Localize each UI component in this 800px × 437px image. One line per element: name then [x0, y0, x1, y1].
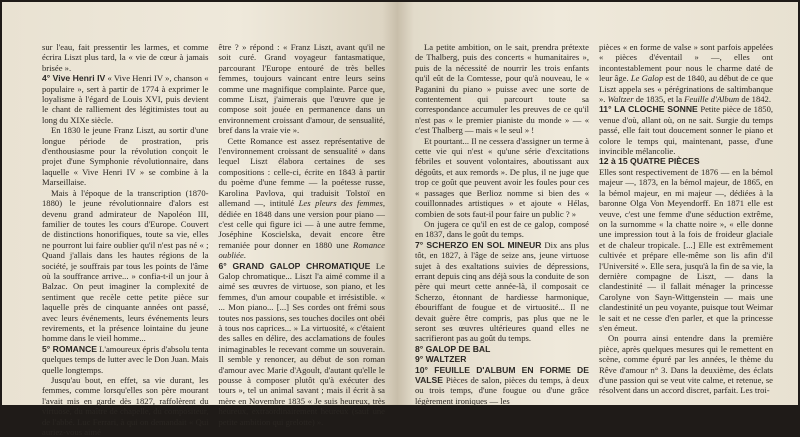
right-page-column-2: [594, 42, 778, 405]
paragraph: sur l'eau, fait pressentir les larmes, et comme écrira Liszt plus tard, la « vie de cœur à jamais brisée ».: [42, 42, 209, 73]
right-page: [398, 2, 798, 405]
right-page-column-1: [410, 42, 594, 405]
section-heading: 4° Vive Henri IV: [42, 73, 106, 84]
paragraph: En 1830 le jeune Franz Liszt, au sortir d'une longue période de prostration, pris d'enthousiasme pour la révolution conçoit le projet d'une Symphonie révolutionnaire, dans laquelle « Vive Henri IV » se combine à la Marseillaise.: [42, 125, 209, 188]
paragraph: On jugera ce qu'il en est de ce galop, composé en 1837, dans le goût du temps.: [415, 218, 589, 240]
section-heading: 10° FEUILLE D'ALBUM EN FORME DE VALSE: [415, 364, 589, 385]
section-8-heading: 8° GALOP DE BAL: [415, 343, 491, 354]
section-text: Le Galop chromatique... Liszt l'a aimé comme il a aimé ses œuvres de virtuose, son piano, et les femmes, d'un amour coupable et irrésistible. « ... Mon piano... [...] Ses cordes ont frémi sous toutes nos passions, ses touches dociles ont obéi à tous nos caprices... » La virtuosité, « c'étaient des salles en délire, des acclamations de foules inimaginables le recevant comme un souverain. Il semble y renoncer, au début de son roman d'amour avec Marie d'Agoult, d'autant qu'elle le pousse à composer plutôt qu'à exécuter des tours », tel un animal savant ; mais il écrit à sa mère en Novembre 1835 « Je suis heureux, très heureux, extraordinairement heureux (sauf une petite ambition qui grelotte) ».: [218, 260, 385, 427]
section-11: [599, 104, 773, 156]
paragraph: La petite ambition, on le sait, prendra prétexte de Thalberg, puis des concerts « humanitaires », puis de la nécessité de nourrir les trois enfants qu'il eût de la Comtesse, pour qu'à nouveau, le « Paganini du piano » puisse avec une sorte de contentement qui parcourt toute sa correspondance accumuler les preuves de ce qu'il n'est pas « le premier pianiste du monde » — « c'est Thalberg — mais « le seul » !: [415, 42, 589, 136]
paragraph: Mais à l'époque de la transcription (1870-1880) le jeune révolutionnaire d'alors est devenu grand admirateur de Napoléon III, familier de toutes les cours d'Europe. Couvert de distinctions honorifiques, toute sa vie, elles ne pourront lui faire oublier qu'il n'est pas né « ; Quand j'allais dans les hautes régions de la société, je souffrais par tous les points de l'âme où la souffrance arrive... » confia-t-il un jour à Balzac. On peut imaginer la complexité de sentiment que recèle cette petite pièce sur laquelle près de cinquante années ont passé, avec leurs événements, leurs événements leurs revirements, et la présence lointaine du jeune homme dans le vieil homme...: [42, 187, 209, 344]
section-5: [42, 344, 209, 375]
section-10: [415, 365, 589, 407]
paragraph: Jusqu'au bout, en effet, sa vie durant, les femmes, comme lorsqu'elles son père mourant l'avait mis en garde dès 1827, raffolèrent du virtuose, du maître de chapelle, du compositeur, de l'abbé. Luc Ferrari, à qui on demandait « Qui auriez-vous aimé: [42, 375, 209, 437]
section-heading: 7° SCHERZO EN SOL MINEUR: [415, 239, 542, 250]
section-4: [42, 73, 209, 125]
section-9-heading: 9° WALTZER: [415, 354, 467, 365]
section-text: Dix ans plus tôt, en 1827, à l'âge de seize ans, jeune virtuose sujet à des exaltations suivies de dépressions, errant depuis cinq ans déjà sous la conduite de son père qui meurt cette année-là, il composait ce Scherzo, étonnant de hardiesse harmonique, ébouriffant de fougue et de virtuosité... Il ne devait guère être compris, pas plus que ne le seront ses œuvres ultérieures quand elles ne sacrifieront pas au goût du temps.: [415, 239, 589, 344]
section-text: Pièces de salon, pièces du temps, à deux ou trois temps, d'une fougue ou d'une grâce légèrement ironiques — les: [415, 375, 589, 406]
paragraph: pièces « en forme de valse » sont parfois appelées « pièces d'éventail » —, elles ont incontestablement pour nous le charme daté de leur âge. Le Galop est de 1840, au début de ce que Liszt appela ses « pérégrinations de saltimbanque ». Waltzer de 1835, et la Feuille d'Album de 1842.: [599, 42, 774, 105]
section-text: Petite pièce de 1850, venue d'où, allant où, on ne sait. Surgie du temps passé, elle fait tout doucement sonner le piano et colore le temps qui, maintenant, passe, d'une invincible mélancolie.: [599, 104, 774, 157]
left-page-column-2: [214, 42, 391, 427]
section-heading: 6° GRAND GALOP CHROMATIQUE: [218, 260, 371, 271]
paragraph: Cette Romance est assez représentative de l'environnement croissant de sensualité » dans lequel Liszt élabora certaines de ses compositions : celle-ci, écrite en 1843 à partir du poème d'une femme — la poétesse russe, Karolina Pavlova, qui traduisit Tolstoï en allemand —, intitulé Les pleurs des femmes, dédiée en 1848 dans une version pour piano — c'est celle qui figure ici — à une autre femme, Joséphine Koscielska, devait encore être remaniée pour donner en 1880 une Romance oubliée.: [218, 135, 385, 261]
section-7: [415, 240, 589, 344]
booklet-spread: [2, 2, 798, 437]
paragraph: être ? » répond : « Franz Liszt, avant qu'il ne soit curé. Grand voyageur fantasmatique, parcourant l'Europe entouré de très belles femmes, toujours vaincant entre leurs seins comme une magnifique complainte. Parce que, comme Liszt, j'aimerais que l'œuvre que je compose soit jouée en permanence dans un environnement croissant d'amour, de sensualité, bref dans la vraie vie ».: [218, 42, 385, 136]
left-page: [2, 2, 398, 437]
section-text: L'amoureux épris d'absolu tenta quelques temps de lutter avec le Don Juan. Mais quelle longtemps.: [42, 343, 209, 375]
paragraph: Et pourtant... Il ne cessera d'assigner un terme à cette vie qui n'est « qu'une série d'excitations fébriles et souvent volontaires, aboutissant aux dégoûts, et aux remords ». De plus, il ne juge que trop ce goût que peuvent avoir les foules pour ces « passages que Berlioz nomme si bien des « couillonnades artistiques » et ajoute « Hélas, combien de sots faut-il pour faire un public ? »: [415, 135, 589, 219]
section-heading: 5° ROMANCE: [42, 343, 98, 354]
left-page-column-1: [37, 42, 214, 437]
section-12-heading: 12 à 15 QUATRE PIÈCES: [599, 156, 700, 167]
section-12-text: Elles sont respectivement de 1876 — en la bémol majeur —, 1873, en la bémol majeur, de 1865, en la bémol majeur, en mi majeur —, dédiées à la baronne Olga Von Meyendorff. En 1871 elle est veuve, c'est une femme d'une séduction extrême, on la surnomme « la chatte noire », « elle donne une impression tout à la fois de froideur glaciale et de chaleur tropicale. [...] Elle est extrêmement cultivée et prépare elle-même son lis afin d'il l'Université ». Elle sera, jusqu'à la fin de sa vie, la dernière compagne de Liszt, — dans la clandestinité — il fallait ménager la princesse Carolyne von Sayn-Wittgenstein — mais une clandestinité un peu voyante, puisque tout Weimar le sait et ne cesse d'en parler, et que la princesse s'en émeut.: [599, 166, 773, 333]
section-heading: 11° LA CLOCHE SONNE: [599, 104, 698, 115]
section-text: « Vive Henri IV », chanson « populaire », sert à partir de 1774 à exprimer le loyalisme à l'égard de Louis XVI, puis devient le chant de ralliement des légitimistes tout au long du XIXe siècle.: [42, 73, 209, 125]
section-6: [219, 261, 386, 428]
paragraph: On pourra ainsi entendre dans la première pièce, après quelques mesures qui le remettent en scène, comme épuré par les années, le thème du Rêve d'amour n° 3. Dans la deuxième, des éclats d'une passion qui se veut vite calme, et retenue, se résolvent dans un accord discret, parfait. Les troi-: [599, 333, 773, 396]
